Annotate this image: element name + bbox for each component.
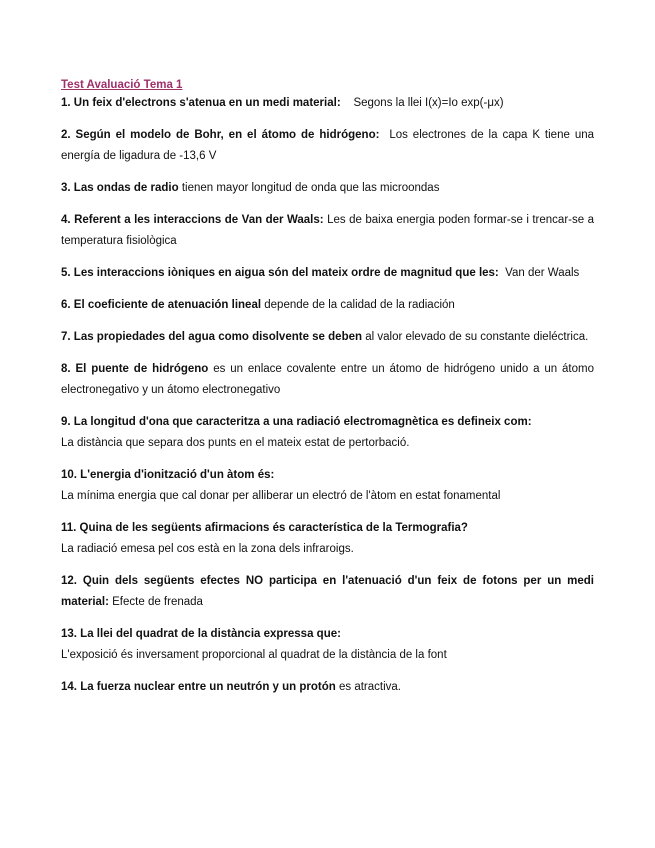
question-5-text: . Les interaccions iòniques en aigua són del mateix ordre de magnitud que les:: [67, 267, 499, 279]
question-11: [61, 518, 594, 560]
answer-5: Van der Waals: [505, 267, 580, 279]
document-page: [61, 77, 594, 709]
question-2: [61, 125, 594, 167]
question-7: [61, 327, 594, 348]
question-4: [61, 210, 594, 252]
answer-13: L'exposició és inversament proporcional al quadrat de la distància de la font: [61, 649, 447, 661]
question-2-number: 2.: [61, 129, 71, 141]
answer-12: Efecte de frenada: [112, 596, 203, 608]
question-13-number: 13: [61, 628, 74, 640]
question-11-text: . Quina de les següents afirmacions és característica de la Termografia?: [73, 522, 468, 534]
question-13: [61, 624, 594, 666]
question-10-number: 10: [61, 469, 74, 481]
question-12: [61, 571, 594, 613]
question-4-number: 4.: [61, 214, 71, 226]
question-9-number: 9.: [61, 416, 71, 428]
answer-2: Los electrones de la capa K tiene una energía de ligadura de -13,6 V: [61, 129, 595, 162]
answer-1: Segons la llei I(x)=Io exp(-μx): [353, 97, 504, 109]
answer-4: Les de baixa energia poden formar-se i trencar-se a temperatura fisiològica: [61, 214, 594, 247]
question-12-text: . Quin dels següents efectes NO participa en l'atenuació d'un feix de fotons per un medi material:: [61, 575, 594, 608]
question-14-number: 14.: [61, 681, 77, 693]
question-8: [61, 359, 594, 401]
answer-9: La distància que separa dos punts en el mateix estat de pertorbació.: [61, 437, 410, 449]
question-8-text: . El puente de hidrógeno: [67, 363, 209, 375]
question-5-number: 5: [61, 267, 68, 279]
document-title: Test Avaluació Tema 1: [61, 79, 183, 91]
question-7-number: 7: [61, 331, 68, 343]
question-3: [61, 178, 594, 199]
answer-11: La radiació emesa pel cos està en la zona dels infraroigs.: [61, 543, 354, 555]
question-1: [61, 93, 594, 114]
question-14: [61, 677, 594, 698]
question-6: [61, 295, 594, 316]
question-9-text: La longitud d'ona que caracteritza a una radiació electromagnètica es defineix com:: [70, 416, 532, 428]
question-10-text: . L'energia d'ionització d'un àtom és:: [73, 469, 275, 481]
question-3-text: . Las ondas de radio: [67, 182, 179, 194]
question-2-text: Según el modelo de Bohr, en el átomo de hidrógeno:: [70, 129, 380, 141]
question-8-number: 8: [61, 363, 68, 375]
question-6-number: 6: [61, 299, 68, 311]
question-12-number: 12: [61, 575, 74, 587]
question-13-text: . La llei del quadrat de la distància expressa que:: [73, 628, 341, 640]
answer-8: es un enlace covalente entre un átomo de hidrógeno unido a un átomo electronegativo y un átomo electronegativo: [61, 363, 595, 396]
answer-3: tienen mayor longitud de onda que las microondas: [181, 182, 440, 194]
question-4-text: Referent a les interaccions de Van der Waals:: [70, 214, 324, 226]
question-11-number: 11: [61, 522, 74, 534]
question-7-text: . Las propiedades del agua como disolvente se deben: [67, 331, 363, 343]
answer-6: depende de la calidad de la radiación: [264, 299, 455, 311]
answer-7: al valor elevado de su constante dieléctrica.: [365, 331, 589, 343]
question-14-text: La fuerza nuclear entre un neutrón y un protón: [77, 681, 336, 693]
answer-10: La mínima energia que cal donar per alliberar un electró de l'àtom en estat fonamental: [61, 490, 501, 502]
question-3-number: 3: [61, 182, 68, 194]
question-1-text: . Un feix d'electrons s'atenua en un medi material:: [67, 97, 341, 109]
question-10: [61, 465, 594, 507]
question-9: [61, 412, 594, 454]
question-1-number: 1: [61, 97, 68, 109]
question-6-text: . El coeficiente de atenuación lineal: [67, 299, 262, 311]
question-5: [61, 263, 594, 284]
answer-14: es atractiva.: [338, 681, 401, 693]
